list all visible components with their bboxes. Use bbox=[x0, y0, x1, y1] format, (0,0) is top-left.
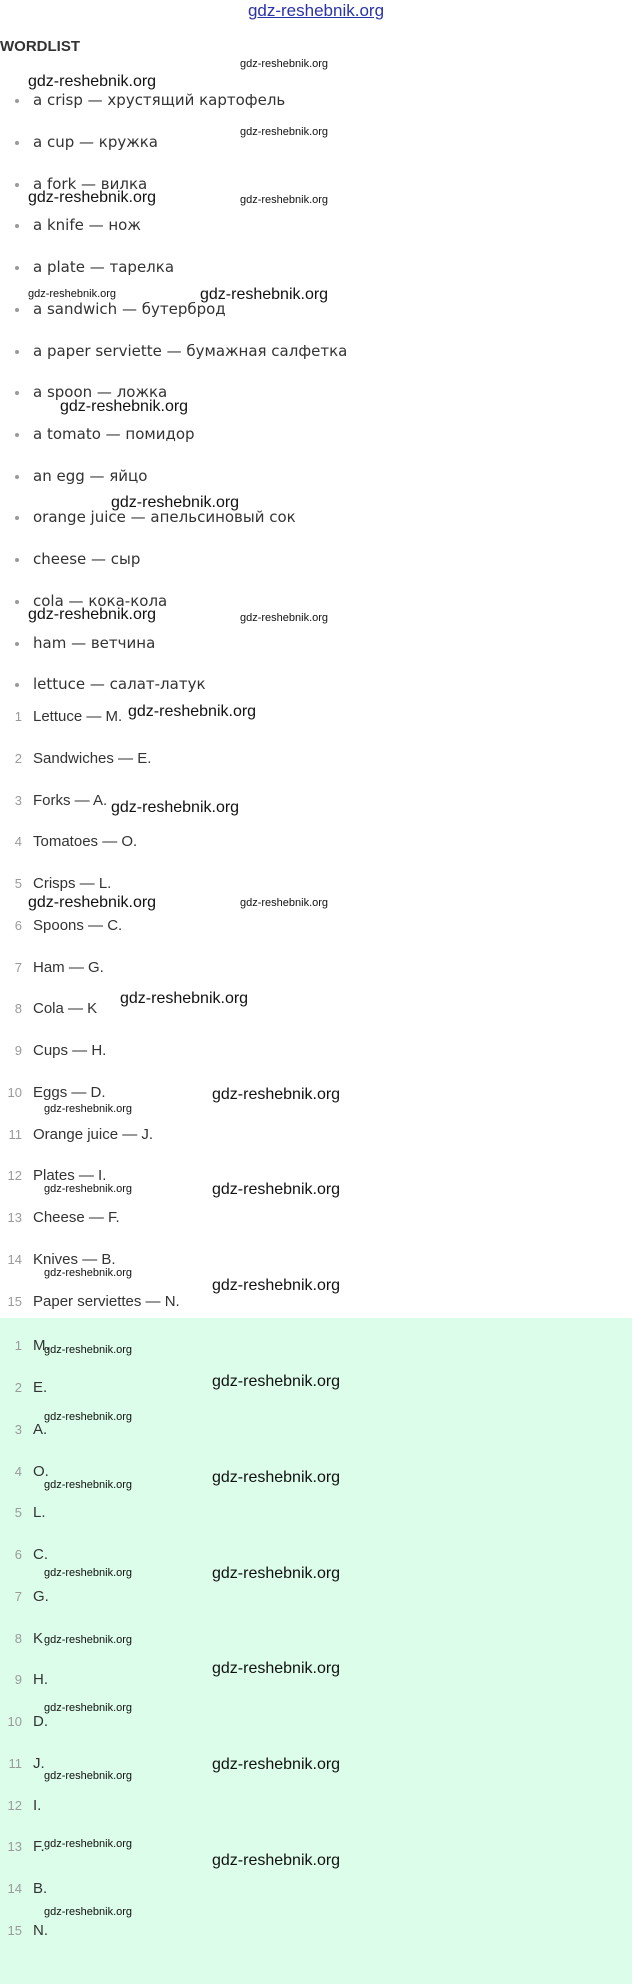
watermark: gdz-reshebnik.org bbox=[44, 1634, 133, 1646]
answer-panel: 1 M. 2 E. 3 A. 4 O. 5 L. 6 C. 7 G. 8 K 9 H. 10 D. 11 J. 12 I. 13 F. 14 B. 15 N. bbox=[0, 1318, 632, 1984]
watermark: gdz-reshebnik.org bbox=[212, 1181, 341, 1198]
bullet-icon bbox=[15, 683, 19, 687]
bullet-icon bbox=[15, 224, 19, 228]
watermark: gdz-reshebnik.org bbox=[212, 1086, 341, 1103]
bullet-icon bbox=[15, 183, 19, 187]
watermark: gdz-reshebnik.org bbox=[240, 897, 329, 909]
watermark: gdz-reshebnik.org bbox=[44, 1411, 133, 1423]
watermark: gdz-reshebnik.org bbox=[200, 286, 329, 303]
watermark: gdz-reshebnik.org bbox=[212, 1852, 341, 1869]
watermark: gdz-reshebnik.org bbox=[44, 1567, 133, 1579]
watermark: gdz-reshebnik.org bbox=[28, 189, 157, 206]
bullet-icon bbox=[15, 516, 19, 520]
wordlist-heading: WORDLIST bbox=[0, 38, 80, 55]
watermark: gdz-reshebnik.org bbox=[212, 1469, 341, 1486]
watermark: gdz-reshebnik.org bbox=[28, 73, 157, 90]
watermark: gdz-reshebnik.org bbox=[44, 1103, 133, 1115]
watermark: gdz-reshebnik.org bbox=[60, 398, 189, 415]
watermark: gdz-reshebnik.org bbox=[120, 990, 249, 1007]
bullet-icon bbox=[15, 642, 19, 646]
watermark: gdz-reshebnik.org bbox=[44, 1183, 133, 1195]
bullet-icon bbox=[15, 475, 19, 479]
bullet-icon bbox=[15, 433, 19, 437]
watermark: gdz-reshebnik.org bbox=[28, 606, 157, 623]
watermark: gdz-reshebnik.org bbox=[240, 126, 329, 138]
watermark: gdz-reshebnik.org bbox=[212, 1756, 341, 1773]
bullet-icon bbox=[15, 391, 19, 395]
watermark: gdz-reshebnik.org bbox=[44, 1906, 133, 1918]
watermark: gdz-reshebnik.org bbox=[212, 1277, 341, 1294]
watermark: gdz-reshebnik.org bbox=[44, 1344, 133, 1356]
bullet-icon bbox=[15, 600, 19, 604]
bullet-icon bbox=[15, 558, 19, 562]
watermark: gdz-reshebnik.org bbox=[212, 1660, 341, 1677]
watermark: gdz-reshebnik.org bbox=[128, 703, 257, 720]
watermark: gdz-reshebnik.org bbox=[44, 1702, 133, 1714]
bullet-icon bbox=[15, 266, 19, 270]
bullet-icon bbox=[15, 308, 19, 312]
bullet-icon bbox=[15, 141, 19, 145]
watermark: gdz-reshebnik.org bbox=[111, 799, 240, 816]
watermark: gdz-reshebnik.org bbox=[212, 1565, 341, 1582]
bullet-icon bbox=[15, 99, 19, 103]
watermark: gdz-reshebnik.org bbox=[111, 494, 240, 511]
watermark: gdz-reshebnik.org bbox=[240, 612, 329, 624]
watermark: gdz-reshebnik.org bbox=[44, 1838, 133, 1850]
watermark: gdz-reshebnik.org bbox=[28, 288, 117, 300]
watermark: gdz-reshebnik.org bbox=[212, 1373, 341, 1390]
bullet-icon bbox=[15, 350, 19, 354]
watermark: gdz-reshebnik.org bbox=[44, 1770, 133, 1782]
watermark: gdz-reshebnik.org bbox=[28, 894, 157, 911]
site-link[interactable]: gdz-reshebnik.org bbox=[247, 1, 385, 20]
watermark: gdz-reshebnik.org bbox=[240, 194, 329, 206]
watermark: gdz-reshebnik.org bbox=[44, 1479, 133, 1491]
watermark: gdz-reshebnik.org bbox=[44, 1267, 133, 1279]
watermark: gdz-reshebnik.org bbox=[240, 58, 329, 70]
